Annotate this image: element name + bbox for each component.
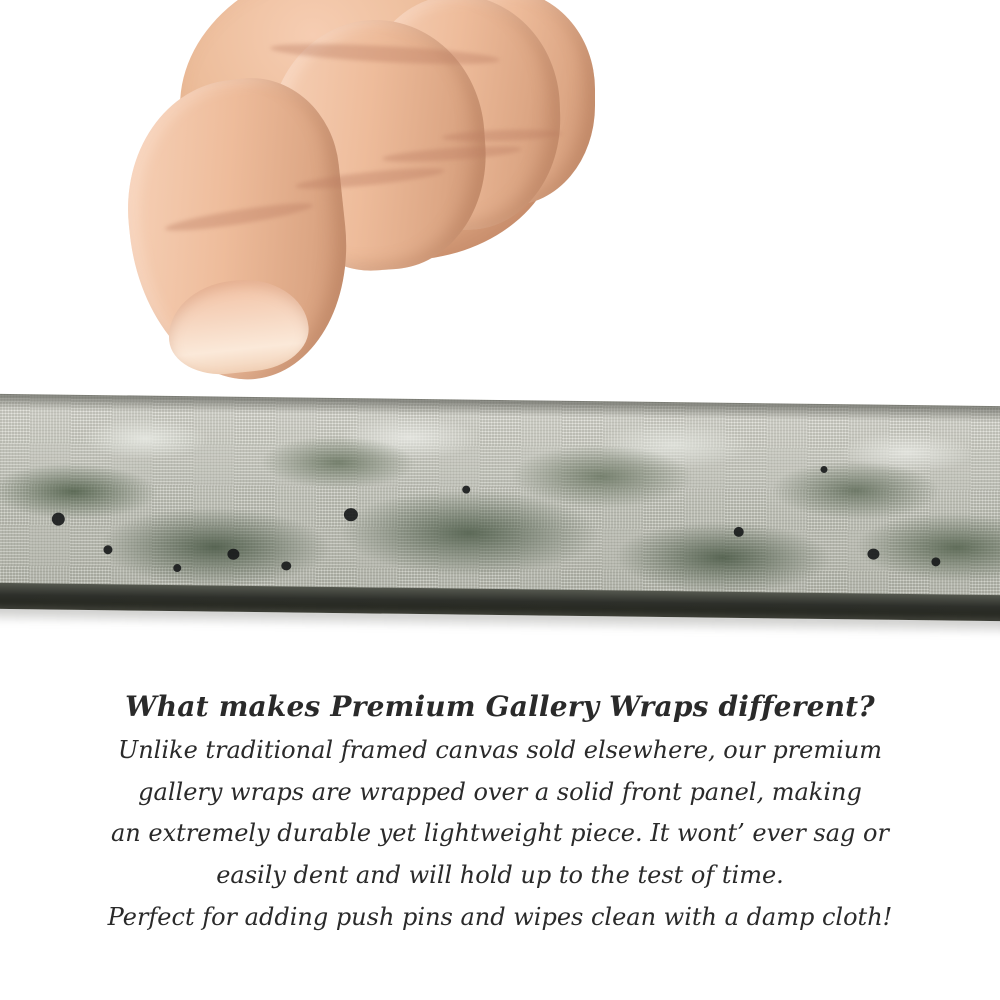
caption-body bbox=[0, 735, 1000, 933]
caption-line: easily dent and will hold up to the test of time. bbox=[216, 861, 784, 890]
canvas-wrap-edge bbox=[0, 394, 1000, 621]
fingernail bbox=[164, 273, 313, 379]
canvas-speck bbox=[344, 508, 358, 521]
caption-heading: What makes Premium Gallery Wraps different? bbox=[125, 690, 875, 723]
canvas-speck bbox=[734, 527, 744, 537]
canvas-speck bbox=[281, 561, 291, 570]
hand-illustration bbox=[120, 0, 580, 430]
canvas-speck bbox=[931, 557, 940, 566]
canvas-speck bbox=[820, 466, 827, 473]
caption-line: gallery wraps are wrapped over a solid front panel, making bbox=[138, 777, 862, 806]
canvas-speck bbox=[462, 486, 470, 494]
caption-line: Unlike traditional framed canvas sold elsewhere, our premium bbox=[117, 736, 882, 764]
caption-line: an extremely durable yet lightweight piece. It wont’ ever sag or bbox=[111, 819, 889, 848]
canvas-speck bbox=[867, 548, 879, 559]
canvas-speck bbox=[173, 564, 181, 572]
canvas-speck bbox=[52, 513, 65, 526]
canvas-speck bbox=[227, 549, 239, 560]
canvas-speck bbox=[103, 545, 112, 554]
caption-block bbox=[0, 690, 1000, 933]
caption-line: Perfect for adding push pins and wipes clean with a damp cloth! bbox=[107, 902, 893, 931]
